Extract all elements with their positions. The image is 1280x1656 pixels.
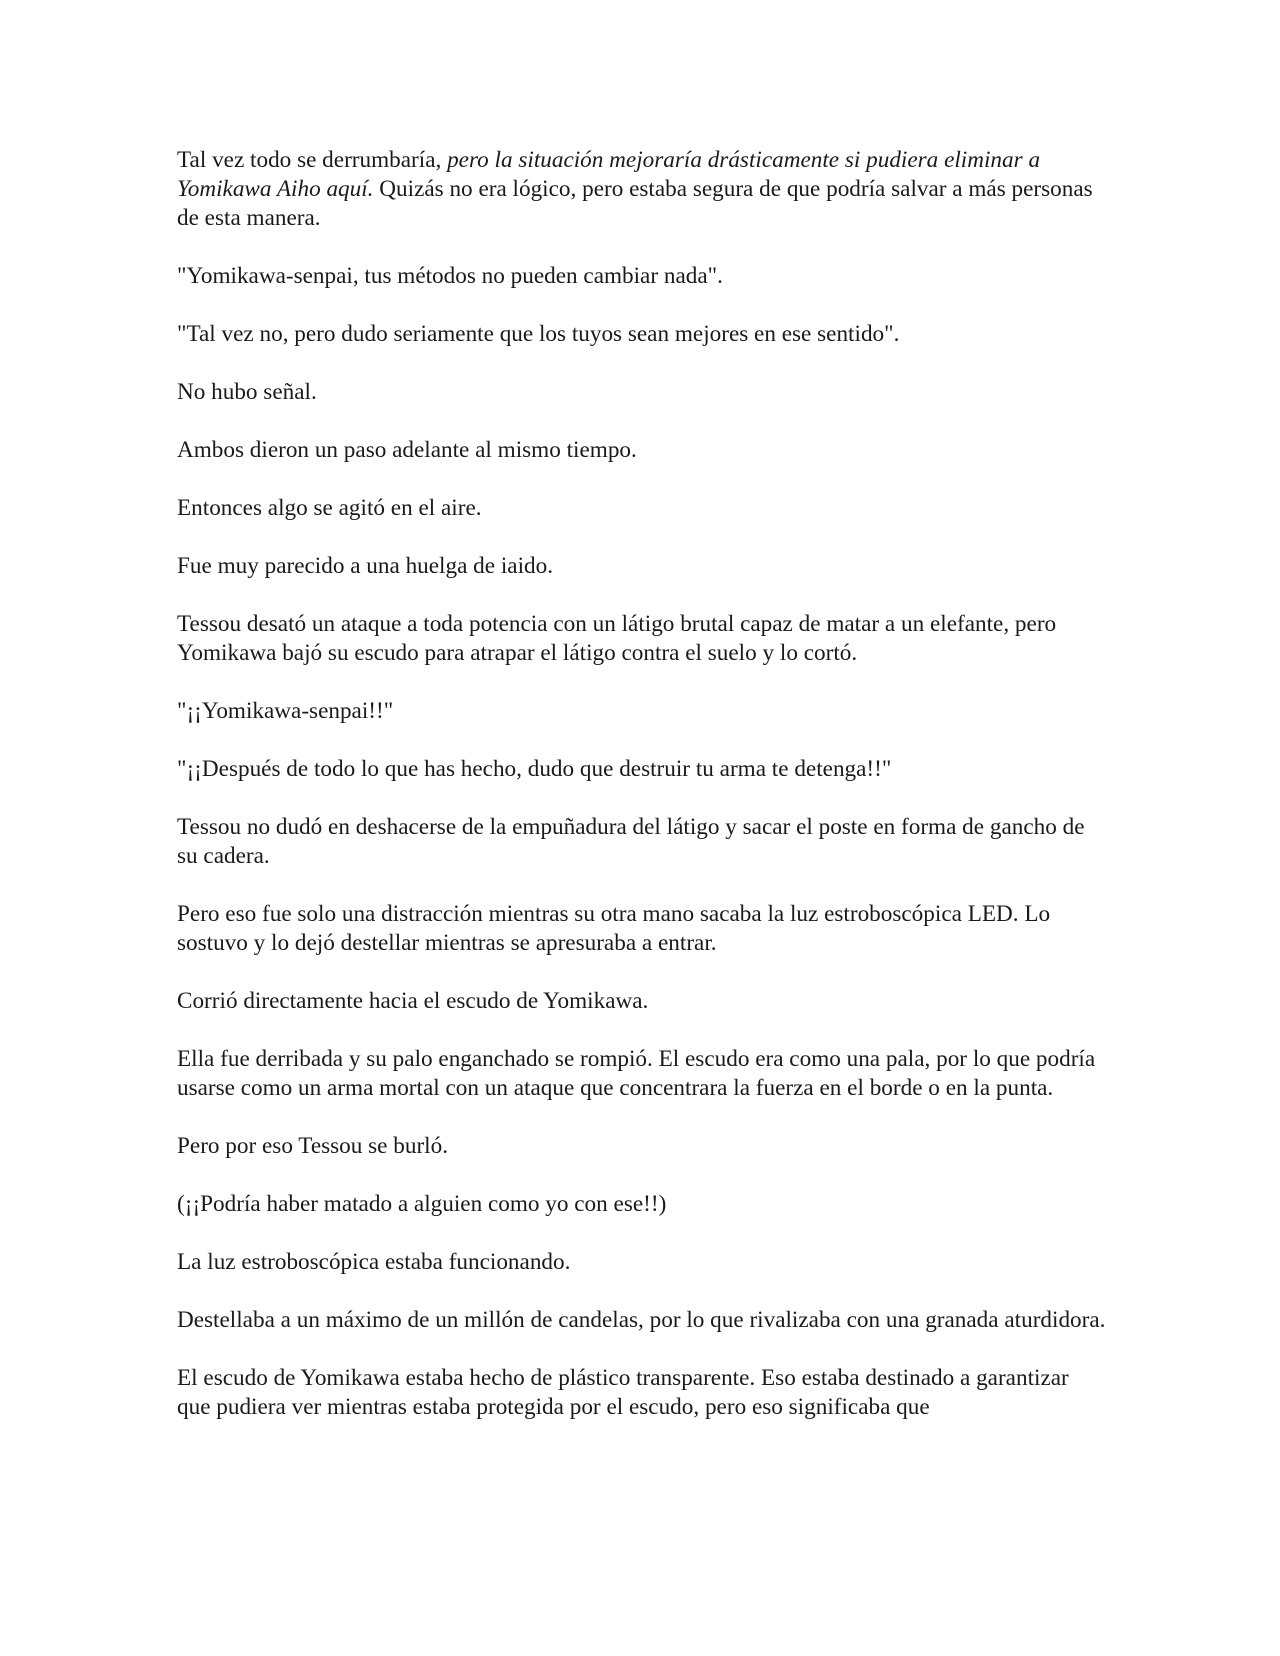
paragraph: Tessou desató un ataque a toda potencia con un látigo brutal capaz de matar a un elefante, pero Yomikawa bajó su escudo para atrapar el látigo contra el suelo y lo cortó.: [177, 611, 1057, 666]
paragraph: "¡¡Después de todo lo que has hecho, dudo que destruir tu arma te detenga!!": [177, 756, 892, 782]
paragraph: Pero eso fue solo una distracción mientras su otra mano sacaba la luz estroboscópica LED. Lo sostuvo y lo dejó destellar mientras se apresuraba a entrar.: [177, 901, 1051, 956]
paragraph: No hubo señal.: [177, 379, 317, 405]
paragraph: "Yomikawa-senpai, tus métodos no pueden cambiar nada".: [177, 263, 723, 289]
paragraph: [177, 146, 1107, 233]
paragraph: "¡¡Yomikawa-senpai!!": [177, 698, 394, 724]
paragraph: "Tal vez no, pero dudo seriamente que los tuyos sean mejores en ese sentido".: [177, 321, 900, 347]
paragraph: Tessou no dudó en deshacerse de la empuñadura del látigo y sacar el poste en forma de gancho de su cadera.: [177, 814, 1085, 869]
paragraph: Ambos dieron un paso adelante al mismo tiempo.: [177, 437, 637, 463]
text-run: Tal vez todo se derrumbaría,: [177, 147, 448, 173]
text-run: Quizás no era lógico, pero estaba segura de que podría salvar a más personas de esta manera.: [177, 176, 1093, 231]
paragraph: (¡¡Podría haber matado a alguien como yo con ese!!): [177, 1191, 667, 1217]
paragraph: Fue muy parecido a una huelga de iaido.: [177, 553, 554, 579]
paragraph: Entonces algo se agitó en el aire.: [177, 495, 482, 521]
paragraph: Pero por eso Tessou se burló.: [177, 1133, 449, 1159]
paragraph: Ella fue derribada y su palo enganchado se rompió. El escudo era como una pala, por lo que podría usarse como un arma mortal con un ataque que concentrara la fuerza en el borde o en la punta.: [177, 1046, 1096, 1101]
paragraph: La luz estroboscópica estaba funcionando.: [177, 1249, 571, 1275]
italic-text-run: pero la situación mejoraría drásticamente si pudiera eliminar a Yomikawa Aiho aquí.: [177, 147, 1041, 202]
paragraph: Destellaba a un máximo de un millón de candelas, por lo que rivalizaba con una granada aturdidora.: [177, 1307, 1106, 1333]
document-page: [177, 146, 1107, 1451]
paragraph: El escudo de Yomikawa estaba hecho de plástico transparente. Eso estaba destinado a garantizar que pudiera ver mientras estaba protegida por el escudo, pero eso significaba que: [177, 1365, 1069, 1420]
paragraph: Corrió directamente hacia el escudo de Yomikawa.: [177, 988, 649, 1014]
